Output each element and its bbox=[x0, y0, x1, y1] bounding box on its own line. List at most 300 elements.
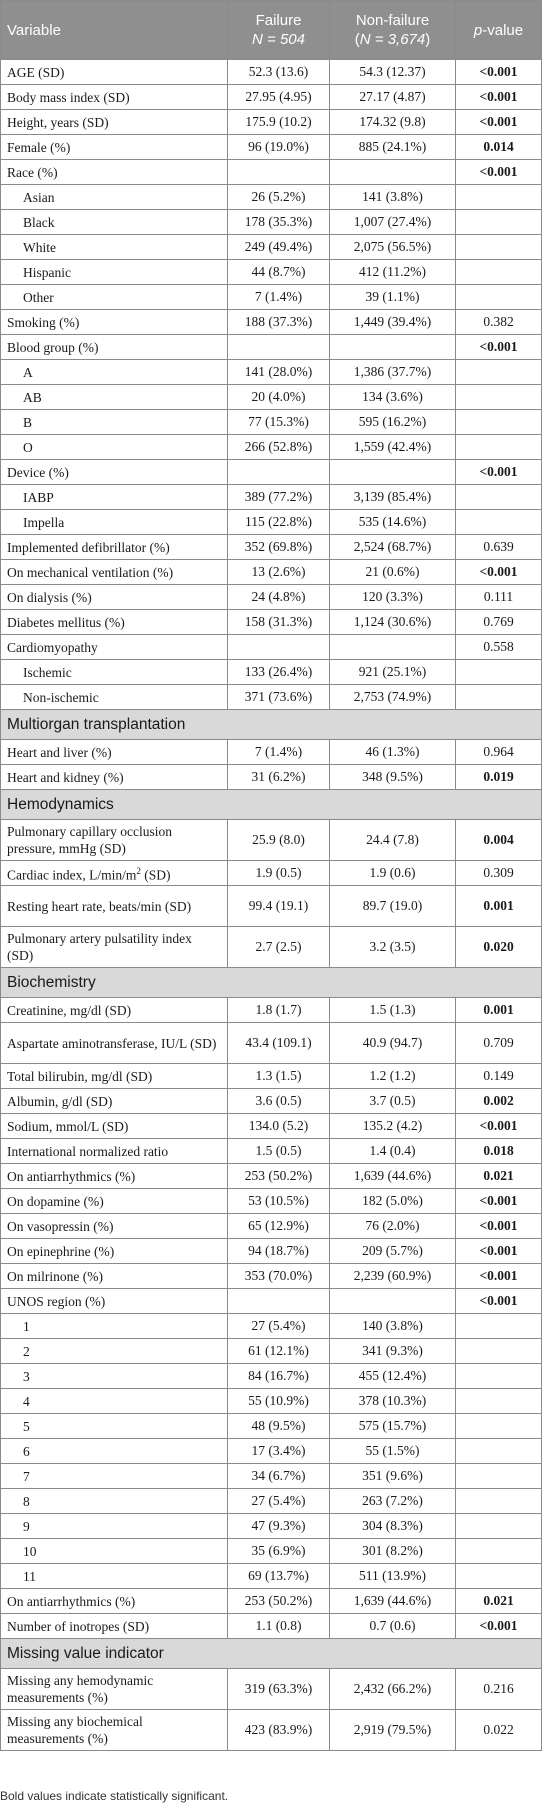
failure-value: 1.5 (0.5) bbox=[228, 1139, 330, 1164]
p-value: <0.001 bbox=[456, 160, 542, 185]
p-value: <0.001 bbox=[456, 460, 542, 485]
p-value: 0.002 bbox=[456, 1089, 542, 1114]
failure-value: 69 (13.7%) bbox=[228, 1564, 330, 1589]
table-row bbox=[1, 210, 542, 235]
failure-value: 27.95 (4.95) bbox=[228, 85, 330, 110]
section-header-row bbox=[1, 1639, 542, 1669]
row-label: 1 bbox=[1, 1314, 228, 1339]
table-row bbox=[1, 410, 542, 435]
failure-value: 188 (37.3%) bbox=[228, 310, 330, 335]
nonfailure-value: 24.4 (7.8) bbox=[330, 820, 456, 861]
table-row bbox=[1, 685, 542, 710]
p-value: <0.001 bbox=[456, 1214, 542, 1239]
row-label: B bbox=[1, 410, 228, 435]
table-row bbox=[1, 535, 542, 560]
p-value bbox=[456, 235, 542, 260]
table-row bbox=[1, 660, 542, 685]
failure-value: 25.9 (8.0) bbox=[228, 820, 330, 861]
table-row bbox=[1, 485, 542, 510]
p-value: 0.639 bbox=[456, 535, 542, 560]
row-label: AB bbox=[1, 385, 228, 410]
table-header bbox=[1, 1, 542, 60]
p-value: <0.001 bbox=[456, 110, 542, 135]
failure-value: 27 (5.4%) bbox=[228, 1314, 330, 1339]
row-label: A bbox=[1, 360, 228, 385]
table-row bbox=[1, 1564, 542, 1589]
failure-value: 253 (50.2%) bbox=[228, 1589, 330, 1614]
failure-value: 7 (1.4%) bbox=[228, 740, 330, 765]
nonfailure-value: 535 (14.6%) bbox=[330, 510, 456, 535]
p-value bbox=[456, 1389, 542, 1414]
row-label: 8 bbox=[1, 1489, 228, 1514]
table-row bbox=[1, 360, 542, 385]
nonfailure-value: 1,124 (30.6%) bbox=[330, 610, 456, 635]
table-row bbox=[1, 510, 542, 535]
p-value bbox=[456, 1364, 542, 1389]
failure-value: 353 (70.0%) bbox=[228, 1264, 330, 1289]
row-label: Sodium, mmol/L (SD) bbox=[1, 1114, 228, 1139]
row-label: Race (%) bbox=[1, 160, 228, 185]
row-label: Device (%) bbox=[1, 460, 228, 485]
failure-value: 1.8 (1.7) bbox=[228, 998, 330, 1023]
nonfailure-value: 89.7 (19.0) bbox=[330, 886, 456, 927]
table-body bbox=[1, 60, 542, 1751]
nonfailure-value: 1,639 (44.6%) bbox=[330, 1164, 456, 1189]
failure-value: 115 (22.8%) bbox=[228, 510, 330, 535]
failure-value: 352 (69.8%) bbox=[228, 535, 330, 560]
nonfailure-value: 2,524 (68.7%) bbox=[330, 535, 456, 560]
nonfailure-value: 46 (1.3%) bbox=[330, 740, 456, 765]
nonfailure-value: 3.7 (0.5) bbox=[330, 1089, 456, 1114]
row-label: 11 bbox=[1, 1564, 228, 1589]
p-value bbox=[456, 685, 542, 710]
failure-value: 3.6 (0.5) bbox=[228, 1089, 330, 1114]
nonfailure-value: 1.9 (0.6) bbox=[330, 861, 456, 886]
failure-value: 175.9 (10.2) bbox=[228, 110, 330, 135]
table-row bbox=[1, 1139, 542, 1164]
failure-value bbox=[228, 635, 330, 660]
row-label: On vasopressin (%) bbox=[1, 1214, 228, 1239]
row-label: O bbox=[1, 435, 228, 460]
failure-value: 1.3 (1.5) bbox=[228, 1064, 330, 1089]
section-header-row bbox=[1, 968, 542, 998]
failure-value: 44 (8.7%) bbox=[228, 260, 330, 285]
table-row bbox=[1, 310, 542, 335]
p-value: 0.004 bbox=[456, 820, 542, 861]
table-row bbox=[1, 60, 542, 85]
nonfailure-value: 351 (9.6%) bbox=[330, 1464, 456, 1489]
p-value: 0.014 bbox=[456, 135, 542, 160]
nonfailure-value: 304 (8.3%) bbox=[330, 1514, 456, 1539]
section-title: Biochemistry bbox=[1, 968, 542, 998]
table-row bbox=[1, 1364, 542, 1389]
failure-value: 133 (26.4%) bbox=[228, 660, 330, 685]
nonfailure-value: 511 (13.9%) bbox=[330, 1564, 456, 1589]
p-value bbox=[456, 1339, 542, 1364]
p-value: <0.001 bbox=[456, 1114, 542, 1139]
table-row bbox=[1, 1114, 542, 1139]
table-row bbox=[1, 1289, 542, 1314]
nonfailure-value: 76 (2.0%) bbox=[330, 1214, 456, 1239]
nonfailure-value: 2,919 (79.5%) bbox=[330, 1710, 456, 1751]
failure-value: 34 (6.7%) bbox=[228, 1464, 330, 1489]
nonfailure-value: 54.3 (12.37) bbox=[330, 60, 456, 85]
row-label: On antiarrhythmics (%) bbox=[1, 1589, 228, 1614]
failure-value: 24 (4.8%) bbox=[228, 585, 330, 610]
table-row bbox=[1, 1164, 542, 1189]
row-label: 9 bbox=[1, 1514, 228, 1539]
failure-value: 31 (6.2%) bbox=[228, 765, 330, 790]
failure-value bbox=[228, 1289, 330, 1314]
table-row bbox=[1, 635, 542, 660]
table-row bbox=[1, 1189, 542, 1214]
failure-value: 27 (5.4%) bbox=[228, 1489, 330, 1514]
p-value bbox=[456, 385, 542, 410]
p-value: 0.022 bbox=[456, 1710, 542, 1751]
row-label: On mechanical ventilation (%) bbox=[1, 560, 228, 585]
p-value bbox=[456, 1439, 542, 1464]
failure-value: 1.1 (0.8) bbox=[228, 1614, 330, 1639]
p-value: <0.001 bbox=[456, 1239, 542, 1264]
table-row bbox=[1, 1414, 542, 1439]
nonfailure-value: 140 (3.8%) bbox=[330, 1314, 456, 1339]
row-label: 10 bbox=[1, 1539, 228, 1564]
row-label: Heart and liver (%) bbox=[1, 740, 228, 765]
p-value bbox=[456, 1514, 542, 1539]
row-label: Female (%) bbox=[1, 135, 228, 160]
failure-value: 61 (12.1%) bbox=[228, 1339, 330, 1364]
table-row bbox=[1, 1669, 542, 1710]
failure-value bbox=[228, 460, 330, 485]
section-header-row bbox=[1, 790, 542, 820]
failure-value: 7 (1.4%) bbox=[228, 285, 330, 310]
row-label: 7 bbox=[1, 1464, 228, 1489]
nonfailure-value: 55 (1.5%) bbox=[330, 1439, 456, 1464]
nonfailure-value: 595 (16.2%) bbox=[330, 410, 456, 435]
failure-value: 47 (9.3%) bbox=[228, 1514, 330, 1539]
nonfailure-value: 134 (3.6%) bbox=[330, 385, 456, 410]
row-label: On epinephrine (%) bbox=[1, 1239, 228, 1264]
table-row bbox=[1, 435, 542, 460]
table-row bbox=[1, 1023, 542, 1064]
failure-value: 13 (2.6%) bbox=[228, 560, 330, 585]
table-row bbox=[1, 335, 542, 360]
nonfailure-value: 575 (15.7%) bbox=[330, 1414, 456, 1439]
failure-value: 55 (10.9%) bbox=[228, 1389, 330, 1414]
nonfailure-value: 2,239 (60.9%) bbox=[330, 1264, 456, 1289]
nonfailure-value bbox=[330, 160, 456, 185]
failure-value: 158 (31.3%) bbox=[228, 610, 330, 635]
p-value bbox=[456, 660, 542, 685]
row-label: Cardiomyopathy bbox=[1, 635, 228, 660]
row-label: IABP bbox=[1, 485, 228, 510]
row-label: Aspartate aminotransferase, IU/L (SD) bbox=[1, 1023, 228, 1064]
table-row bbox=[1, 1064, 542, 1089]
p-value: 0.021 bbox=[456, 1589, 542, 1614]
nonfailure-value: 1,559 (42.4%) bbox=[330, 435, 456, 460]
row-label: 3 bbox=[1, 1364, 228, 1389]
p-value: <0.001 bbox=[456, 1189, 542, 1214]
p-value: <0.001 bbox=[456, 1264, 542, 1289]
nonfailure-value: 174.32 (9.8) bbox=[330, 110, 456, 135]
p-value bbox=[456, 360, 542, 385]
table-row bbox=[1, 285, 542, 310]
nonfailure-value bbox=[330, 335, 456, 360]
failure-value: 17 (3.4%) bbox=[228, 1439, 330, 1464]
row-label: Height, years (SD) bbox=[1, 110, 228, 135]
section-title: Hemodynamics bbox=[1, 790, 542, 820]
row-label: Pulmonary artery pulsatility index (SD) bbox=[1, 927, 228, 968]
nonfailure-value: 21 (0.6%) bbox=[330, 560, 456, 585]
row-label: Impella bbox=[1, 510, 228, 535]
row-label: AGE (SD) bbox=[1, 60, 228, 85]
p-value: <0.001 bbox=[456, 85, 542, 110]
header-failure-n: N = 504 bbox=[252, 31, 305, 48]
nonfailure-value: 2,432 (66.2%) bbox=[330, 1669, 456, 1710]
header-nonfailure: Non-failure (N = 3,674) bbox=[330, 1, 456, 60]
p-value: 0.709 bbox=[456, 1023, 542, 1064]
nonfailure-value: 135.2 (4.2) bbox=[330, 1114, 456, 1139]
table-row bbox=[1, 1089, 542, 1114]
failure-value: 65 (12.9%) bbox=[228, 1214, 330, 1239]
nonfailure-value: 348 (9.5%) bbox=[330, 765, 456, 790]
nonfailure-value: 378 (10.3%) bbox=[330, 1389, 456, 1414]
p-value bbox=[456, 485, 542, 510]
p-value: 0.769 bbox=[456, 610, 542, 635]
p-value: <0.001 bbox=[456, 560, 542, 585]
table-row bbox=[1, 460, 542, 485]
row-label: 2 bbox=[1, 1339, 228, 1364]
p-value: 0.019 bbox=[456, 765, 542, 790]
nonfailure-value: 263 (7.2%) bbox=[330, 1489, 456, 1514]
row-label: Black bbox=[1, 210, 228, 235]
row-label: Pulmonary capillary occlusion pressure, mmHg (SD) bbox=[1, 820, 228, 861]
p-value: 0.558 bbox=[456, 635, 542, 660]
p-value: 0.964 bbox=[456, 740, 542, 765]
failure-value: 253 (50.2%) bbox=[228, 1164, 330, 1189]
row-label: Asian bbox=[1, 185, 228, 210]
p-value: 0.216 bbox=[456, 1669, 542, 1710]
nonfailure-value: 1,386 (37.7%) bbox=[330, 360, 456, 385]
table-row bbox=[1, 1514, 542, 1539]
p-value bbox=[456, 260, 542, 285]
table-row bbox=[1, 160, 542, 185]
table-row bbox=[1, 260, 542, 285]
nonfailure-value: 2,075 (56.5%) bbox=[330, 235, 456, 260]
failure-value: 48 (9.5%) bbox=[228, 1414, 330, 1439]
table-row bbox=[1, 861, 542, 886]
p-value: 0.018 bbox=[456, 1139, 542, 1164]
row-label: Non-ischemic bbox=[1, 685, 228, 710]
row-label: Blood group (%) bbox=[1, 335, 228, 360]
nonfailure-value: 27.17 (4.87) bbox=[330, 85, 456, 110]
row-label: Diabetes mellitus (%) bbox=[1, 610, 228, 635]
p-value bbox=[456, 1489, 542, 1514]
nonfailure-value: 921 (25.1%) bbox=[330, 660, 456, 685]
failure-value: 141 (28.0%) bbox=[228, 360, 330, 385]
failure-value: 99.4 (19.1) bbox=[228, 886, 330, 927]
failure-value: 96 (19.0%) bbox=[228, 135, 330, 160]
table-row bbox=[1, 135, 542, 160]
nonfailure-value: 40.9 (94.7) bbox=[330, 1023, 456, 1064]
row-label: On dopamine (%) bbox=[1, 1189, 228, 1214]
row-label: Implemented defibrillator (%) bbox=[1, 535, 228, 560]
p-value: 0.021 bbox=[456, 1164, 542, 1189]
table-row bbox=[1, 1339, 542, 1364]
p-value bbox=[456, 210, 542, 235]
header-failure: Failure N = 504 bbox=[228, 1, 330, 60]
nonfailure-value bbox=[330, 635, 456, 660]
failure-value: 371 (73.6%) bbox=[228, 685, 330, 710]
p-value bbox=[456, 1539, 542, 1564]
section-title: Missing value indicator bbox=[1, 1639, 542, 1669]
row-label: Body mass index (SD) bbox=[1, 85, 228, 110]
failure-value: 84 (16.7%) bbox=[228, 1364, 330, 1389]
nonfailure-value: 0.7 (0.6) bbox=[330, 1614, 456, 1639]
p-value: 0.309 bbox=[456, 861, 542, 886]
failure-value: 249 (49.4%) bbox=[228, 235, 330, 260]
p-value: 0.111 bbox=[456, 585, 542, 610]
row-label: White bbox=[1, 235, 228, 260]
row-label: Ischemic bbox=[1, 660, 228, 685]
failure-value bbox=[228, 335, 330, 360]
table-row bbox=[1, 185, 542, 210]
p-value: 0.149 bbox=[456, 1064, 542, 1089]
nonfailure-value: 182 (5.0%) bbox=[330, 1189, 456, 1214]
row-label: Resting heart rate, beats/min (SD) bbox=[1, 886, 228, 927]
table-row bbox=[1, 765, 542, 790]
section-title: Multiorgan transplantation bbox=[1, 710, 542, 740]
row-label: International normalized ratio bbox=[1, 1139, 228, 1164]
table-row bbox=[1, 1439, 542, 1464]
table-row bbox=[1, 85, 542, 110]
table-row bbox=[1, 998, 542, 1023]
nonfailure-value: 39 (1.1%) bbox=[330, 285, 456, 310]
table-row bbox=[1, 927, 542, 968]
table-row bbox=[1, 1214, 542, 1239]
header-pvalue: p-value bbox=[456, 1, 542, 60]
table-row bbox=[1, 1589, 542, 1614]
table-row bbox=[1, 1264, 542, 1289]
p-value bbox=[456, 285, 542, 310]
p-value bbox=[456, 1414, 542, 1439]
nonfailure-value: 209 (5.7%) bbox=[330, 1239, 456, 1264]
table-row bbox=[1, 1314, 542, 1339]
p-value bbox=[456, 410, 542, 435]
p-value: <0.001 bbox=[456, 335, 542, 360]
nonfailure-value: 341 (9.3%) bbox=[330, 1339, 456, 1364]
nonfailure-value bbox=[330, 1289, 456, 1314]
table-row bbox=[1, 610, 542, 635]
failure-value: 53 (10.5%) bbox=[228, 1189, 330, 1214]
nonfailure-value: 1,639 (44.6%) bbox=[330, 1589, 456, 1614]
failure-value: 423 (83.9%) bbox=[228, 1710, 330, 1751]
nonfailure-value: 3.2 (3.5) bbox=[330, 927, 456, 968]
failure-value: 77 (15.3%) bbox=[228, 410, 330, 435]
row-label: Creatinine, mg/dl (SD) bbox=[1, 998, 228, 1023]
failure-value: 266 (52.8%) bbox=[228, 435, 330, 460]
failure-value: 389 (77.2%) bbox=[228, 485, 330, 510]
nonfailure-value: 455 (12.4%) bbox=[330, 1364, 456, 1389]
row-label: Smoking (%) bbox=[1, 310, 228, 335]
table-row bbox=[1, 820, 542, 861]
row-label: On antiarrhythmics (%) bbox=[1, 1164, 228, 1189]
nonfailure-value: 2,753 (74.9%) bbox=[330, 685, 456, 710]
row-label: On dialysis (%) bbox=[1, 585, 228, 610]
nonfailure-value: 1.5 (1.3) bbox=[330, 998, 456, 1023]
failure-value: 20 (4.0%) bbox=[228, 385, 330, 410]
row-label: Albumin, g/dl (SD) bbox=[1, 1089, 228, 1114]
row-label: Other bbox=[1, 285, 228, 310]
failure-value: 319 (63.3%) bbox=[228, 1669, 330, 1710]
nonfailure-value: 1,449 (39.4%) bbox=[330, 310, 456, 335]
p-value bbox=[456, 435, 542, 460]
table-row bbox=[1, 1239, 542, 1264]
row-label: 6 bbox=[1, 1439, 228, 1464]
row-label: Missing any hemodynamic measurements (%) bbox=[1, 1669, 228, 1710]
p-value: 0.001 bbox=[456, 998, 542, 1023]
nonfailure-value: 3,139 (85.4%) bbox=[330, 485, 456, 510]
p-value: 0.382 bbox=[456, 310, 542, 335]
failure-value: 178 (35.3%) bbox=[228, 210, 330, 235]
table-row bbox=[1, 1539, 542, 1564]
header-nonfailure-n: N = 3,674 bbox=[359, 31, 426, 48]
row-label: 4 bbox=[1, 1389, 228, 1414]
p-value: <0.001 bbox=[456, 1614, 542, 1639]
p-value: <0.001 bbox=[456, 60, 542, 85]
table-row bbox=[1, 1489, 542, 1514]
table-footnote: Bold values indicate statistically significant. bbox=[0, 1789, 229, 1803]
row-label: Cardiac index, $L/\min/m^2$ (SD) bbox=[1, 861, 228, 886]
failure-value: 94 (18.7%) bbox=[228, 1239, 330, 1264]
failure-value: 134.0 (5.2) bbox=[228, 1114, 330, 1139]
section-header-row bbox=[1, 710, 542, 740]
table-row bbox=[1, 740, 542, 765]
p-value: <0.001 bbox=[456, 1289, 542, 1314]
nonfailure-value: 120 (3.3%) bbox=[330, 585, 456, 610]
row-label: UNOS region (%) bbox=[1, 1289, 228, 1314]
nonfailure-value: 1,007 (27.4%) bbox=[330, 210, 456, 235]
table-row bbox=[1, 1614, 542, 1639]
nonfailure-value: 412 (11.2%) bbox=[330, 260, 456, 285]
failure-value: 52.3 (13.6) bbox=[228, 60, 330, 85]
table-row bbox=[1, 235, 542, 260]
row-label: Number of inotropes (SD) bbox=[1, 1614, 228, 1639]
nonfailure-value: 1.2 (1.2) bbox=[330, 1064, 456, 1089]
failure-value: 35 (6.9%) bbox=[228, 1539, 330, 1564]
nonfailure-value bbox=[330, 460, 456, 485]
failure-value: 26 (5.2%) bbox=[228, 185, 330, 210]
row-label: Missing any biochemical measurements (%) bbox=[1, 1710, 228, 1751]
p-value bbox=[456, 1564, 542, 1589]
failure-value: 1.9 (0.5) bbox=[228, 861, 330, 886]
table-row bbox=[1, 560, 542, 585]
table-row bbox=[1, 1464, 542, 1489]
table-row bbox=[1, 1710, 542, 1751]
table-row bbox=[1, 110, 542, 135]
table-row bbox=[1, 585, 542, 610]
table-row bbox=[1, 886, 542, 927]
header-variable: Variable bbox=[1, 1, 228, 60]
row-label: Hispanic bbox=[1, 260, 228, 285]
nonfailure-value: 885 (24.1%) bbox=[330, 135, 456, 160]
failure-value bbox=[228, 160, 330, 185]
p-value: 0.020 bbox=[456, 927, 542, 968]
row-label: 5 bbox=[1, 1414, 228, 1439]
nonfailure-value: 301 (8.2%) bbox=[330, 1539, 456, 1564]
p-value bbox=[456, 185, 542, 210]
nonfailure-value: 141 (3.8%) bbox=[330, 185, 456, 210]
